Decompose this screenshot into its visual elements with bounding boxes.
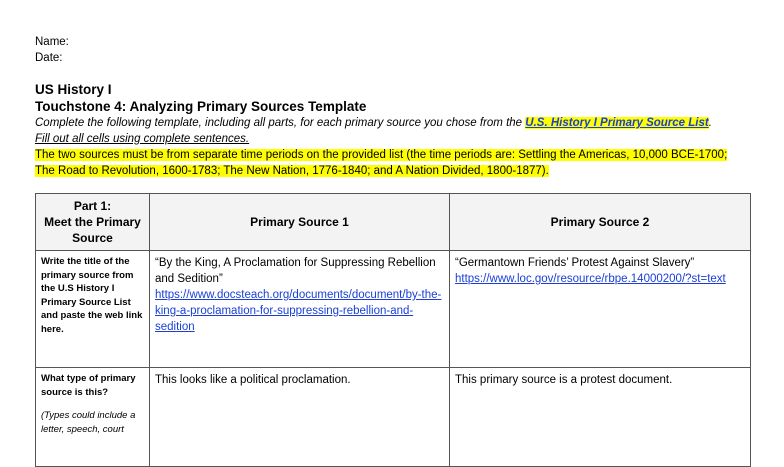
source2-type: This primary source is a protest document. [455, 374, 673, 386]
primary-source-list-link[interactable]: U.S. History I Primary Source List [525, 117, 709, 129]
time-period-text: The two sources must be from separate time periods on the provided list (the time periods are: Settling the Americas, 10,000 BCE-1700; The Road to Revolution, 1600-1783; The New Nation, 1776-1840; and A Nation Divided, 1800-1877). [35, 149, 728, 177]
source2-link[interactable]: https://www.loc.gov/resource/rbpe.14000200/?st=text [455, 273, 726, 285]
source1-title: “By the King, A Proclamation for Suppressing Rebellion and Sedition” [155, 257, 436, 285]
table-header-row [36, 194, 751, 251]
source2-header: Primary Source 2 [450, 194, 751, 251]
source1-title-cell[interactable] [150, 251, 450, 368]
source2-title: “Germantown Friends’ Protest Against Slavery” [455, 257, 695, 269]
instructions-text: Complete the following template, including all parts, for each primary source you chose from the [35, 117, 526, 129]
row-label-text: Write the title of the primary source from the U.S History I Primary Source List and paste the web link here. [41, 256, 143, 335]
time-period-requirement [35, 147, 747, 179]
source1-type: This looks like a political proclamation. [155, 374, 351, 386]
date-label: Date: [35, 52, 63, 64]
part-label: Part 1: Meet the Primary Source [44, 199, 141, 245]
document-subtitle: Touchstone 4: Analyzing Primary Sources Template [35, 99, 367, 114]
instructions-line2: Fill out all cells using complete sentences. [35, 132, 250, 145]
table-row [36, 368, 751, 467]
source1-header: Primary Source 1 [150, 194, 450, 251]
source1-type-cell[interactable] [150, 368, 450, 467]
source1-link[interactable]: https://www.docsteach.org/documents/document/by-the-king-a-proclamation-for-suppressing-rebellion-and-sedition [155, 289, 442, 333]
part-label-header [36, 194, 150, 251]
source2-title-cell[interactable] [450, 251, 751, 368]
instructions-period: . [708, 117, 712, 129]
instructions [35, 116, 745, 147]
source2-type-cell[interactable] [450, 368, 751, 467]
row-label-note: (Types could include a letter, speech, court [41, 410, 136, 435]
table-row [36, 251, 751, 368]
name-label: Name: [35, 36, 69, 48]
row-label-text: What type of primary source is this? [41, 373, 136, 398]
course-title: US History I [35, 82, 112, 97]
analysis-template-table [35, 193, 751, 467]
row-label-title [36, 251, 150, 368]
row-label-type [36, 368, 150, 467]
